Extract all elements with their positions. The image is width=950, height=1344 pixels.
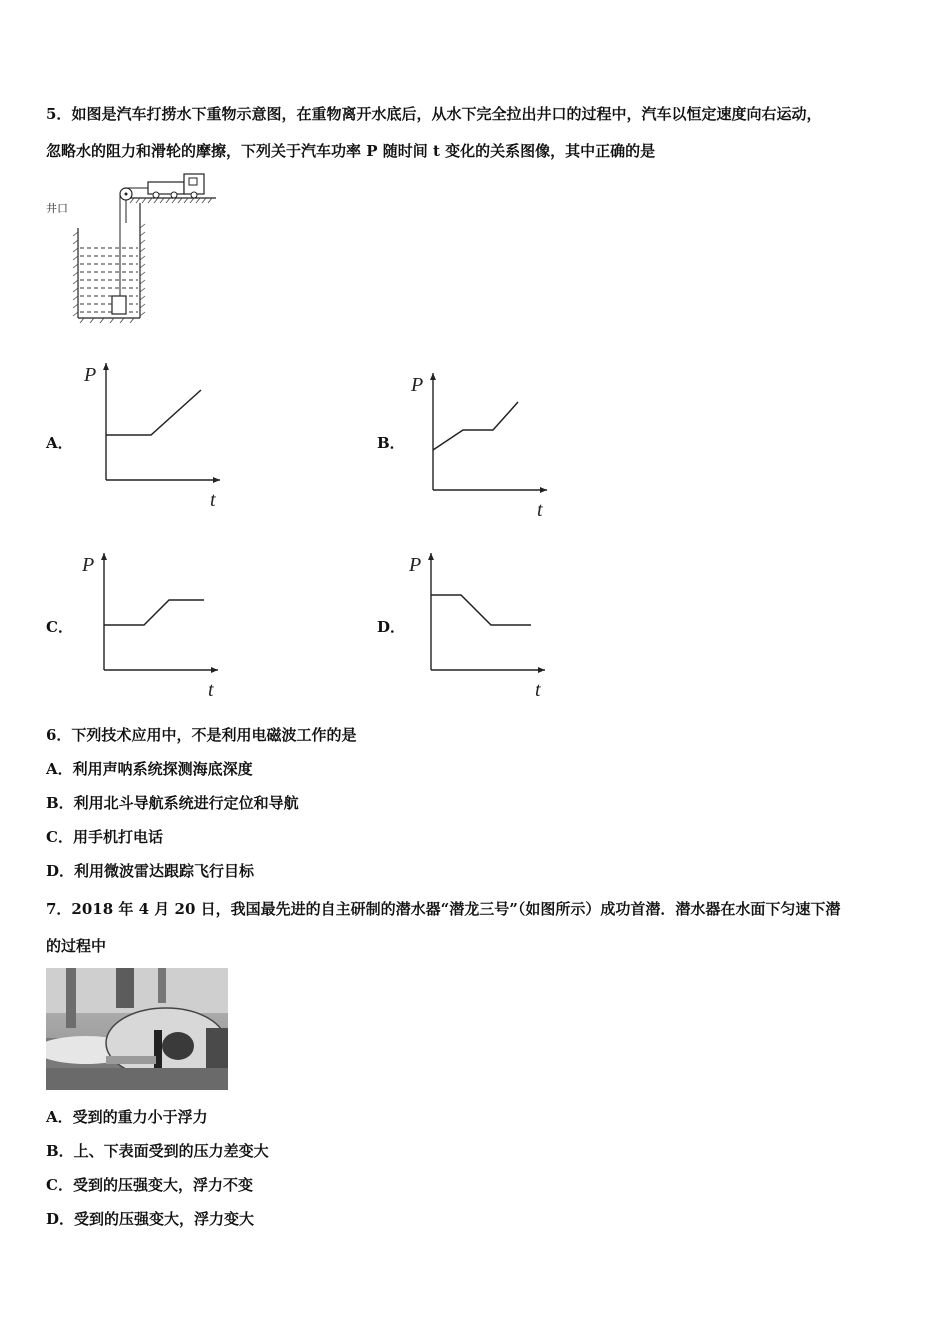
q6-option-c[interactable]: C．用手机打电话 — [46, 828, 163, 846]
y-axis-label: P — [411, 374, 424, 396]
q7-stem-line2: 的过程中 — [46, 937, 107, 955]
y-axis-label: P — [84, 364, 97, 386]
pt-graph-svg — [405, 365, 555, 525]
power-curve — [104, 600, 204, 625]
x-axis-arrow — [213, 477, 220, 483]
pt-graph-svg — [78, 355, 228, 515]
pt-graph-svg — [76, 545, 226, 705]
q6-option-d[interactable]: D．利用微波雷达跟踪飞行目标 — [46, 862, 255, 880]
submersible-photo — [46, 968, 228, 1090]
q5-well-diagram — [44, 168, 224, 323]
x-axis-arrow — [540, 487, 547, 493]
pt-graph-svg — [403, 545, 553, 705]
q5-option-c-label[interactable]: C． — [46, 618, 73, 636]
x-axis-label: t — [535, 679, 541, 701]
q7-option-d[interactable]: D．受到的压强变大，浮力变大 — [46, 1210, 255, 1228]
q5-option-a-graph — [78, 355, 228, 515]
q6-stem: 6．下列技术应用中，不是利用电磁波工作的是 — [46, 726, 357, 744]
well-mouth-label: 井口 — [46, 202, 68, 215]
q5-option-a-label[interactable]: A． — [46, 434, 73, 452]
q5-number: 5． — [46, 105, 72, 123]
x-axis-label: t — [208, 679, 214, 701]
y-axis-arrow — [103, 363, 109, 370]
power-curve — [433, 402, 518, 450]
q7-option-a[interactable]: A．受到的重力小于浮力 — [46, 1108, 208, 1126]
y-axis-label: P — [409, 554, 422, 576]
q5-stem-line2: 忽略水的阻力和滑轮的摩擦，下列关于汽车功率 P 随时间 t 变化的关系图像，其中正确的是 — [46, 142, 656, 160]
q5-option-b-label[interactable]: B． — [377, 434, 405, 452]
q7-stem-line1: 7．2018 年 4 月 20 日，我国最先进的自主研制的潜水器“潜龙三号”（如图所示）成功首潜．潜水器在水面下匀速下潜 — [46, 900, 841, 918]
q7-option-c[interactable]: C．受到的压强变大，浮力不变 — [46, 1176, 253, 1194]
q7-option-b[interactable]: B．上、下表面受到的压力差变大 — [46, 1142, 269, 1160]
q5-option-c-graph — [76, 545, 226, 705]
x-axis-arrow — [211, 667, 218, 673]
y-axis-arrow — [428, 553, 434, 560]
x-axis-label: t — [210, 489, 216, 511]
q5-text-line1: 如图是汽车打捞水下重物示意图，在重物离开水底后，从水下完全拉出井口的过程中，汽车以恒定速度向右运动， — [71, 105, 822, 123]
power-curve — [431, 595, 531, 625]
q5-option-d-label[interactable]: D． — [377, 618, 406, 636]
y-axis-label: P — [82, 554, 95, 576]
q5-option-d-graph — [403, 545, 553, 705]
q5-option-b-graph — [405, 365, 555, 525]
power-curve — [106, 390, 201, 435]
x-axis-arrow — [538, 667, 545, 673]
q5-stem-line1 — [46, 103, 821, 124]
q6-option-b[interactable]: B．利用北斗导航系统进行定位和导航 — [46, 794, 299, 812]
y-axis-arrow — [101, 553, 107, 560]
y-axis-arrow — [430, 373, 436, 380]
q6-option-a[interactable]: A．利用声呐系统探测海底深度 — [46, 760, 253, 778]
x-axis-label: t — [537, 499, 543, 521]
